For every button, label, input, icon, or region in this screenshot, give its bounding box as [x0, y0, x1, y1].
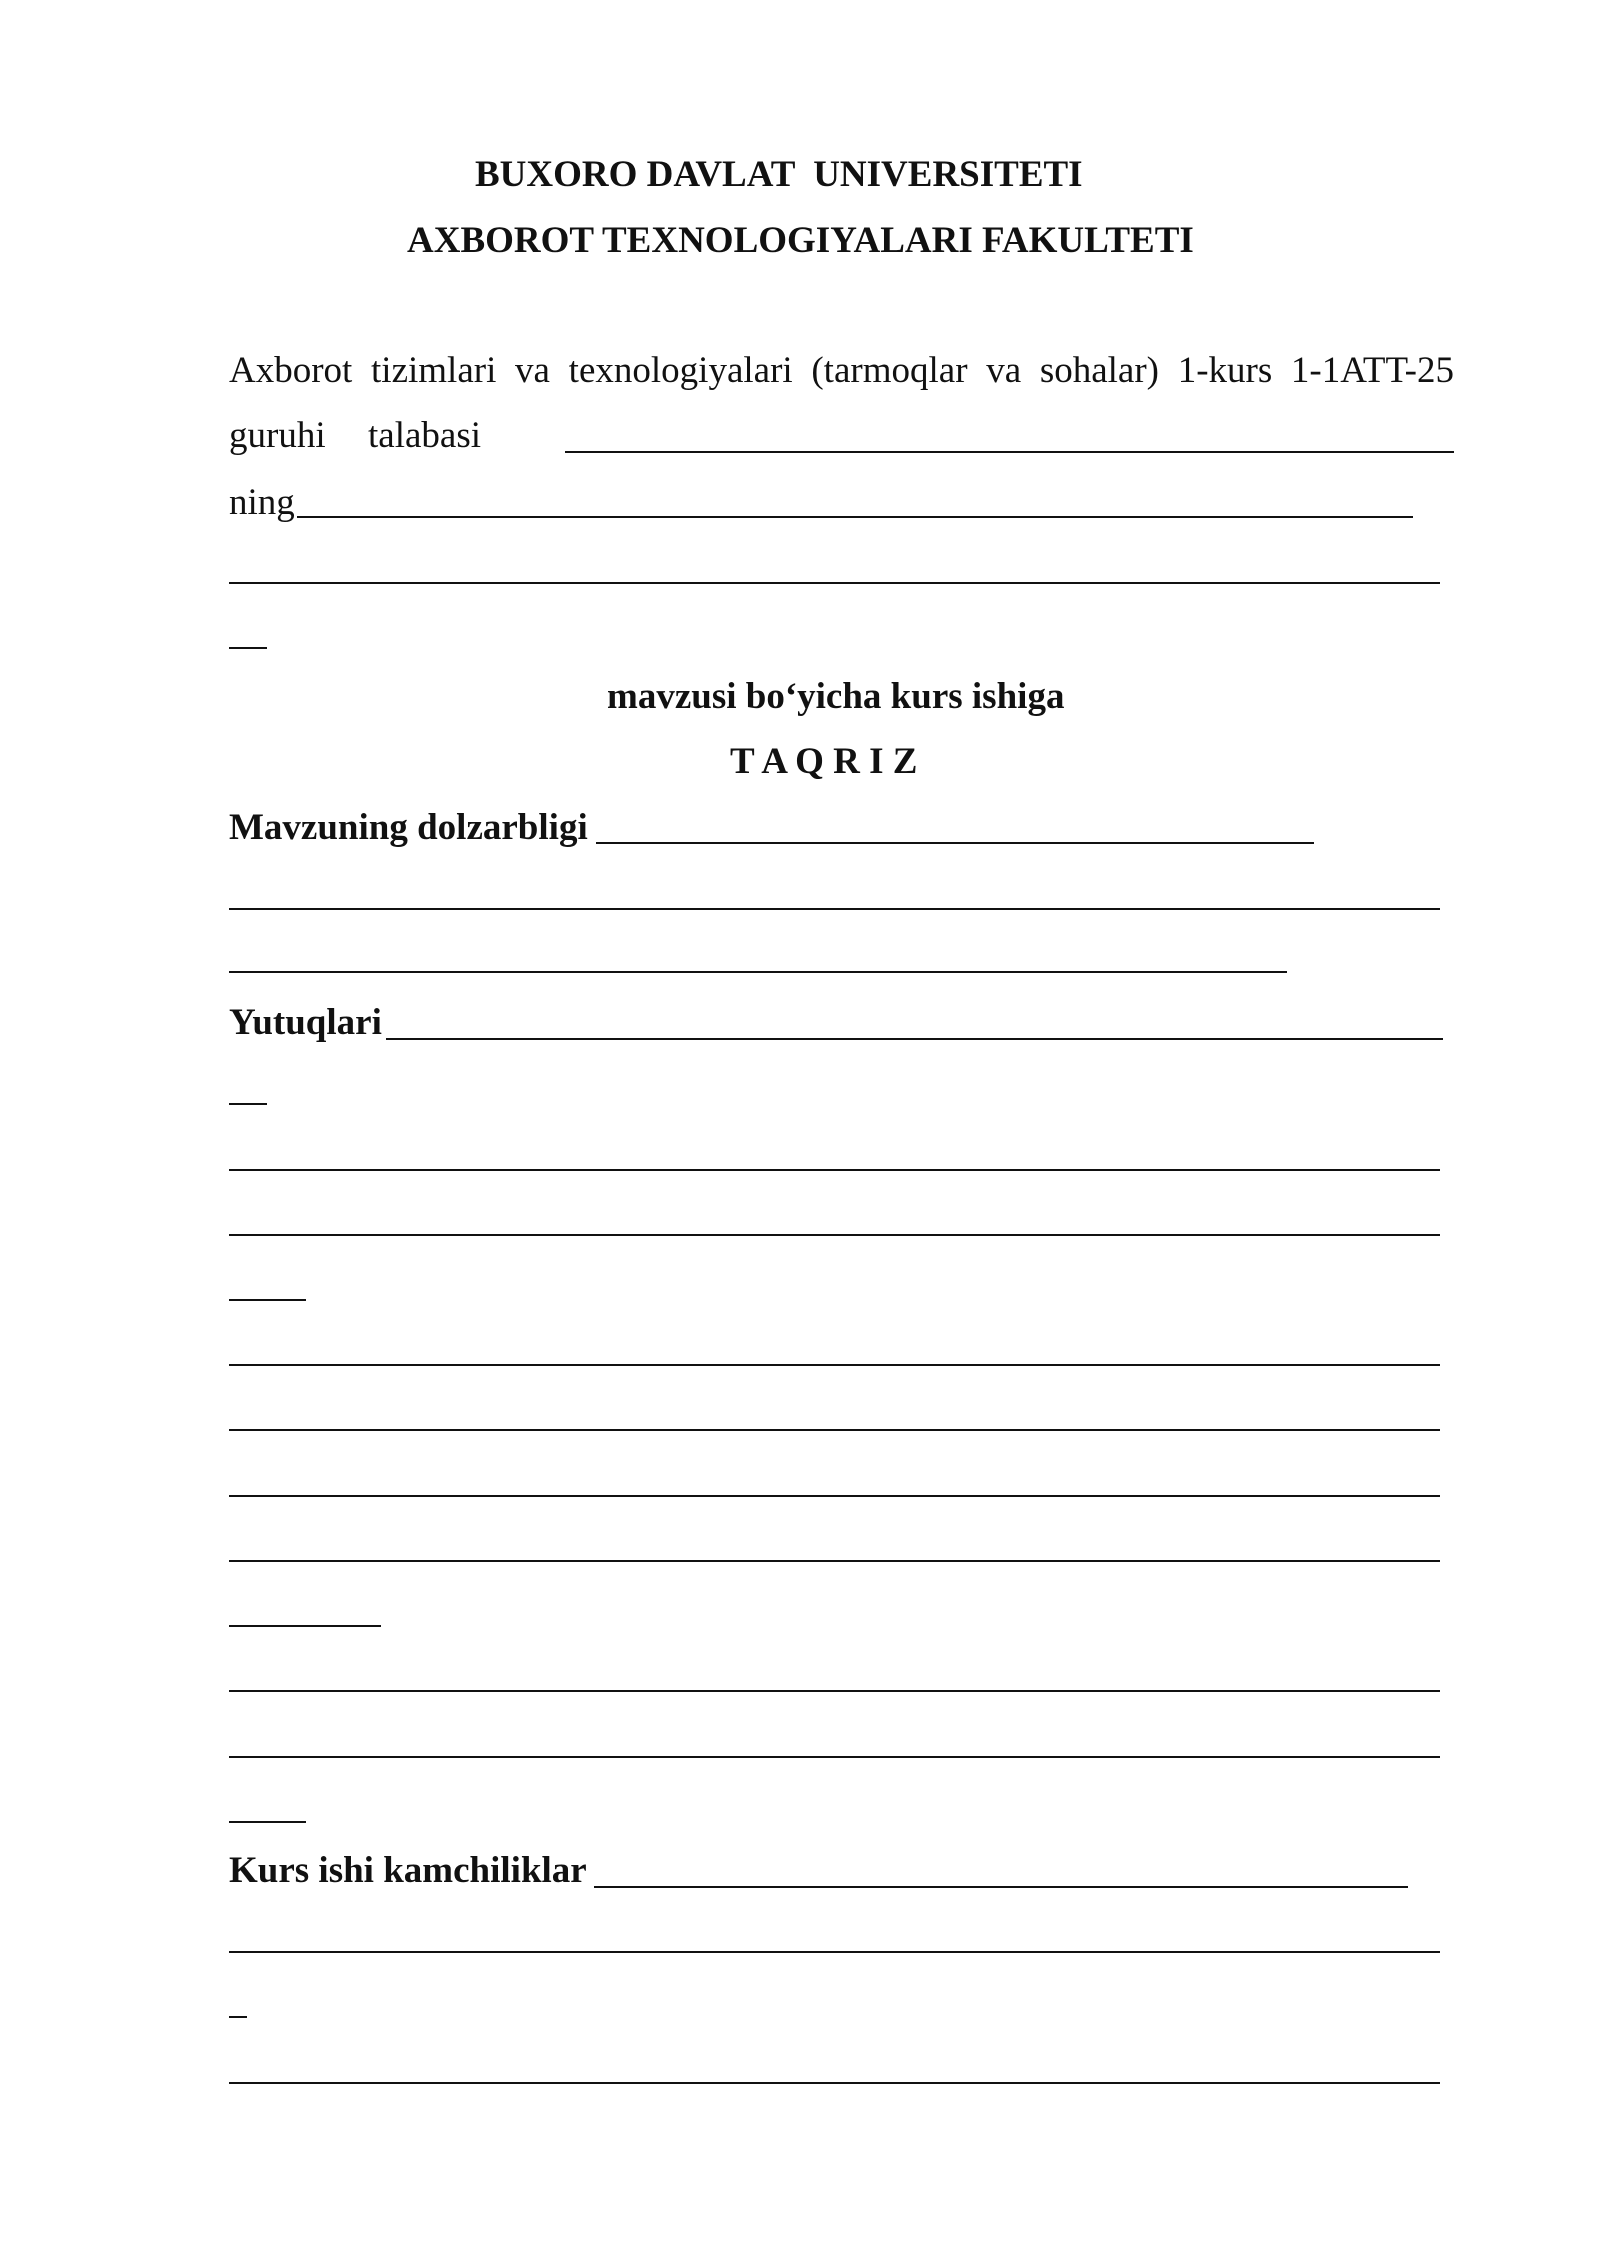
achievements-blank-line	[229, 1560, 1440, 1562]
program-description: Axborot tizimlari va texnologiyalari (tarmoqlar va sohalar) 1-kurs 1-1ATT-25	[229, 350, 1454, 391]
achievements-blank-line	[229, 1429, 1440, 1431]
shortcomings-blank-line	[229, 2082, 1440, 2084]
document-title: T A Q R I Z	[730, 741, 918, 782]
student-label: talabasi	[368, 415, 482, 456]
topic-blank-line	[297, 516, 1413, 518]
achievements-blank-line-short	[229, 1821, 306, 1823]
student-name-blank-line	[565, 451, 1454, 453]
relevance-blank-line	[229, 971, 1287, 973]
relevance-label: Mavzuning dolzarbligi	[229, 807, 588, 848]
achievements-blank-line-short	[229, 1299, 306, 1301]
ning-label: ning	[229, 482, 295, 523]
achievements-blank-line	[229, 1690, 1440, 1692]
shortcomings-blank-line	[594, 1886, 1408, 1888]
topic-blank-line	[229, 582, 1440, 584]
achievements-blank-line	[386, 1038, 1443, 1040]
achievements-label: Yutuqlari	[229, 1002, 382, 1043]
achievements-blank-line-short	[229, 1103, 267, 1105]
achievements-blank-line	[229, 1364, 1440, 1366]
faculty-heading: AXBOROT TEXNOLOGIYALARI FAKULTETI	[407, 220, 1194, 261]
achievements-blank-line	[229, 1495, 1440, 1497]
shortcomings-label: Kurs ishi kamchiliklar	[229, 1850, 587, 1891]
achievements-blank-line	[229, 1756, 1440, 1758]
topic-blank-line-short	[229, 647, 267, 649]
achievements-blank-line-short	[229, 1625, 381, 1627]
achievements-blank-line	[229, 1169, 1440, 1171]
relevance-blank-line	[229, 908, 1440, 910]
topic-caption: mavzusi bo‘yicha kurs ishiga	[607, 676, 1065, 717]
group-label: guruhi	[229, 415, 326, 456]
achievements-blank-line	[229, 1234, 1440, 1236]
shortcomings-blank-line-short	[229, 2016, 247, 2018]
shortcomings-blank-line	[229, 1951, 1440, 1953]
university-heading: BUXORO DAVLAT UNIVERSITETI	[475, 154, 1083, 195]
relevance-blank-line	[596, 842, 1314, 844]
